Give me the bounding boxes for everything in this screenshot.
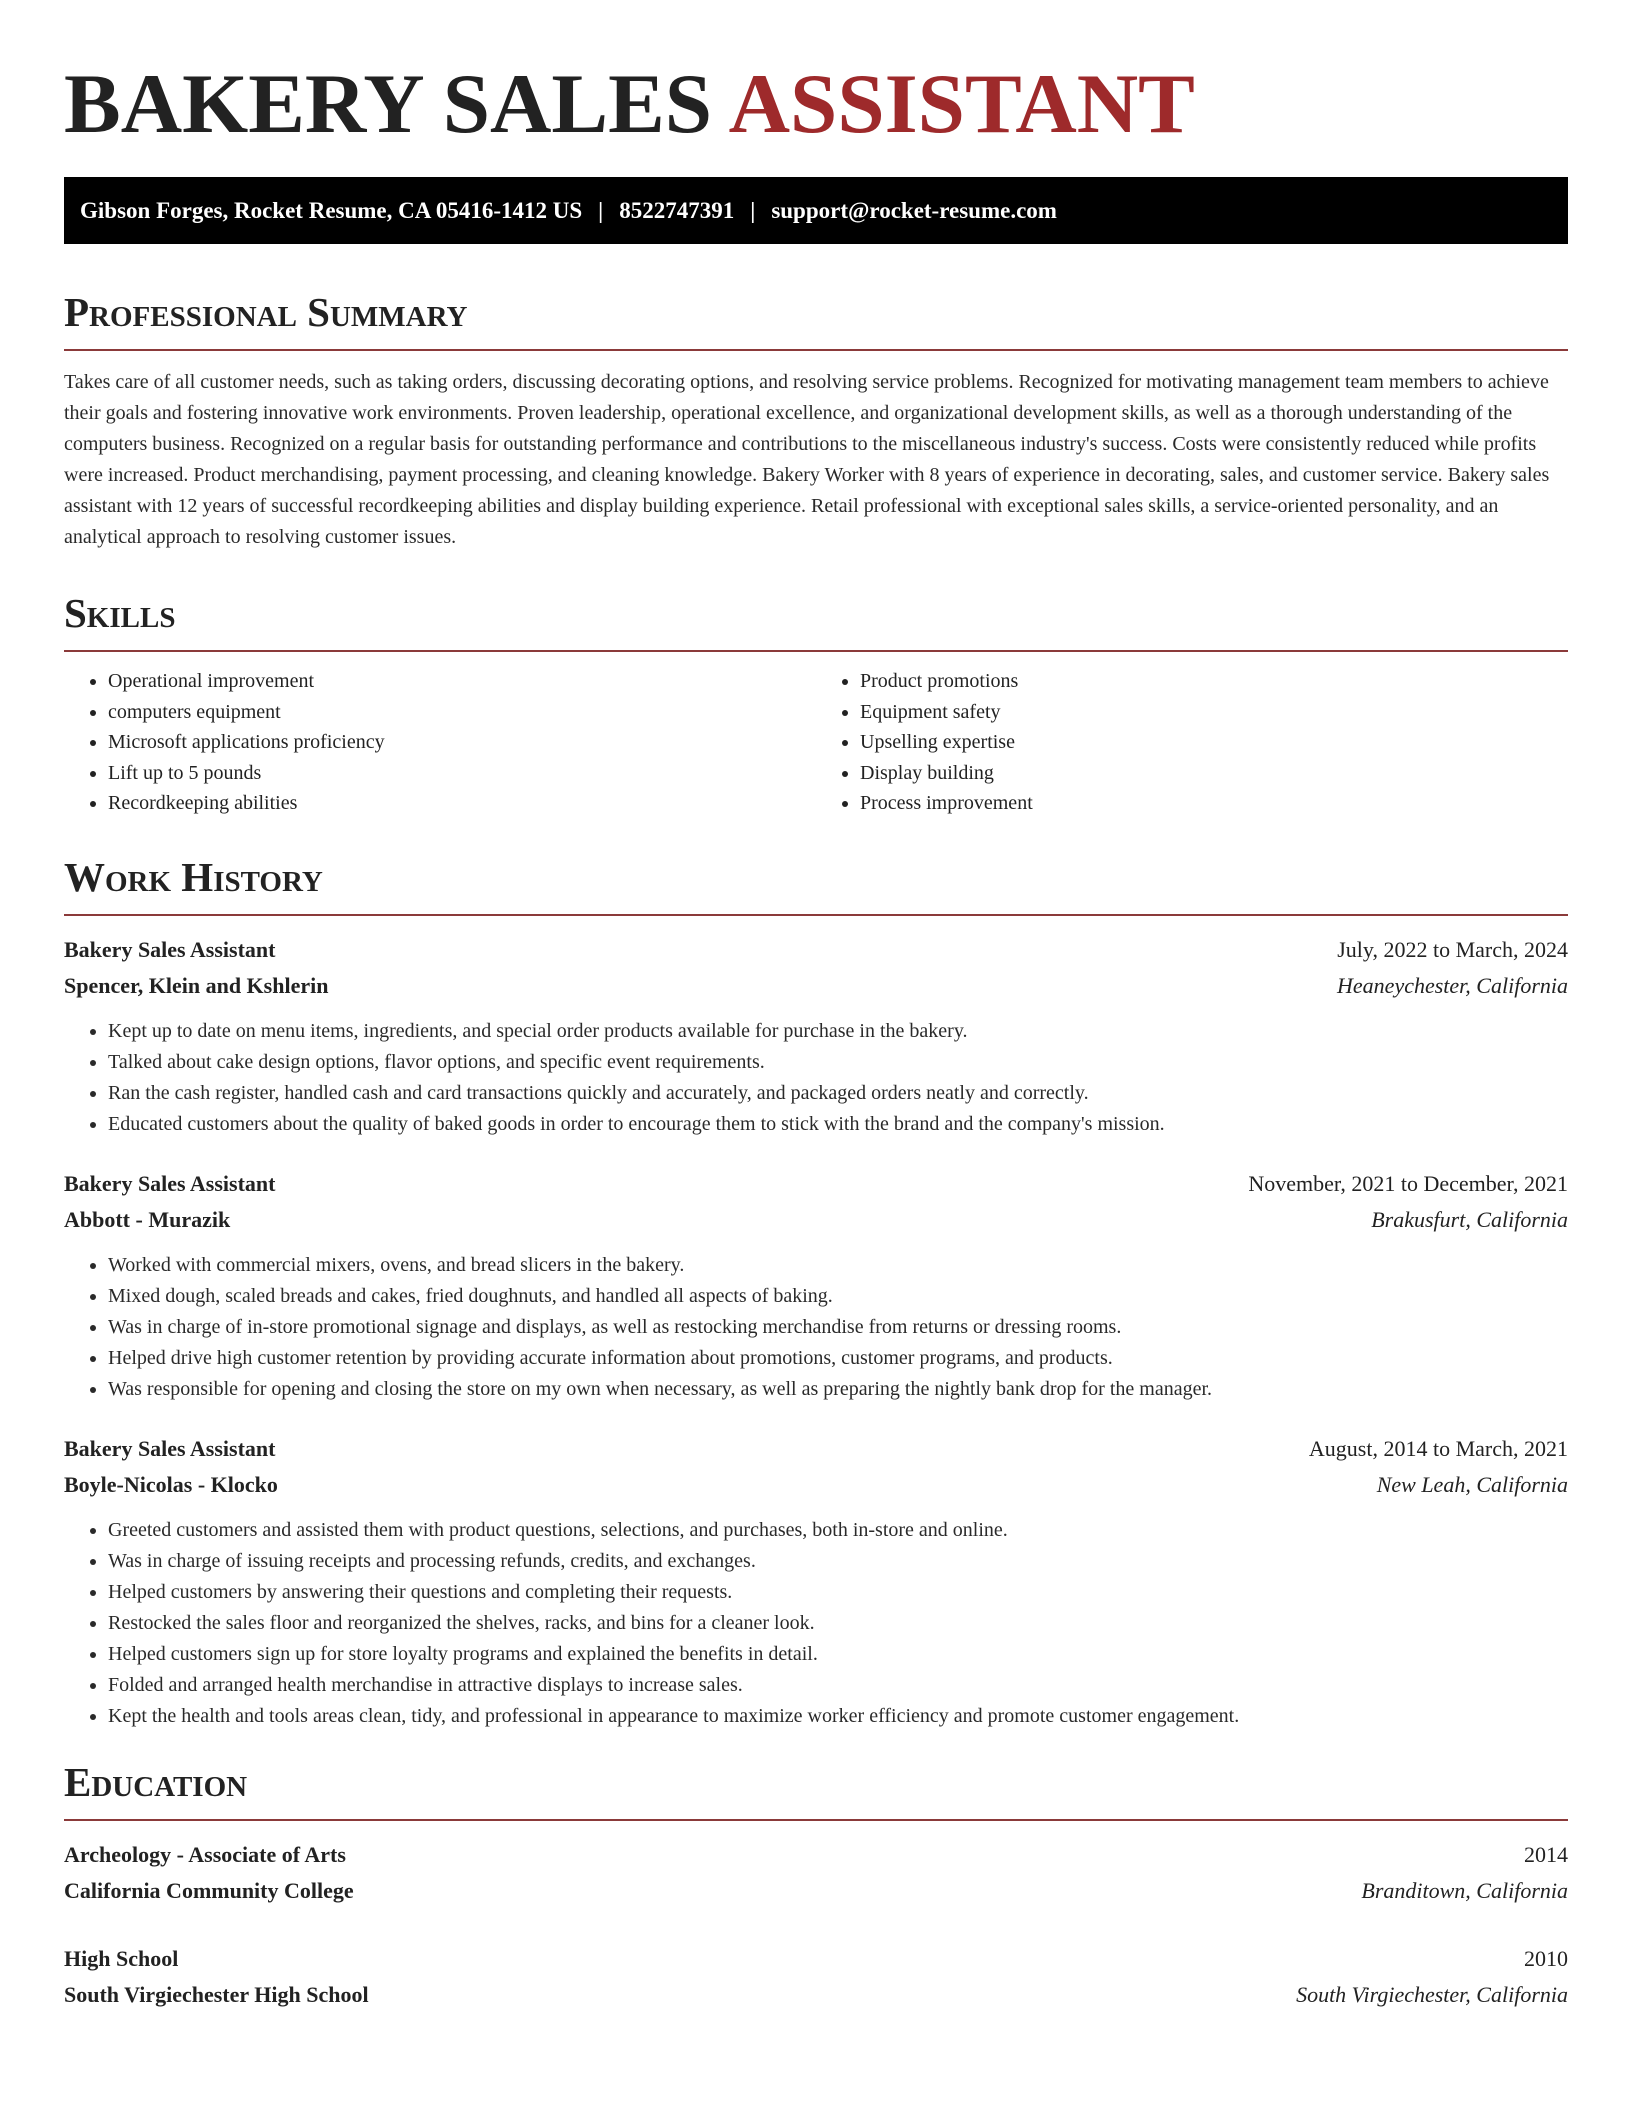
job-bullet: • Talked about cake design options, flavor options, and specific event requirements. [108, 1047, 1568, 1078]
education-school: California Community College [64, 1877, 354, 1903]
education-section [64, 1758, 1568, 2013]
skills-heading: Skills [64, 590, 176, 636]
job-subheader [64, 1202, 1568, 1238]
job-company: Abbott - Murazik [64, 1206, 231, 1232]
education-entry [64, 1837, 1568, 1909]
title-accent: ASSISTANT [728, 57, 1195, 151]
education-year: 2010 [1524, 1945, 1568, 1971]
job-dates: November, 2021 to December, 2021 [1248, 1170, 1568, 1196]
section-divider [64, 1819, 1568, 1821]
contact-address: Gibson Forges, Rocket Resume, CA 05416-1412 US [80, 197, 583, 223]
job-header [64, 1431, 1568, 1467]
job-bullet: • Was responsible for opening and closing the store on my own when necessary, as well as preparing the nightly bank drop for the manager. [108, 1374, 1568, 1405]
job-subheader [64, 968, 1568, 1004]
job-dates: August, 2014 to March, 2021 [1308, 1435, 1568, 1461]
skills-section [64, 590, 1568, 819]
job-bullet: • Greeted customers and assisted them with product questions, selections, and purchases, both in-store and online. [108, 1515, 1568, 1546]
work-heading: Work History [64, 853, 323, 900]
education-heading: Education [64, 1758, 248, 1805]
education-degree: Archeology - Associate of Arts [64, 1841, 346, 1867]
education-location: Branditown, California [1361, 1877, 1568, 1903]
education-subheader [64, 1873, 1568, 1909]
job-title: Bakery Sales Assistant [64, 1170, 276, 1196]
job-bullet: • Educated customers about the quality of baked goods in order to encourage them to stick with the brand and the company's mission. [108, 1109, 1568, 1140]
job-bullet: • Was in charge of issuing receipts and processing refunds, credits, and exchanges. [108, 1546, 1568, 1577]
skills-columns [64, 666, 1568, 819]
job-bullet: • Ran the cash register, handled cash and card transactions quickly and accurately, and packaged orders neatly and correctly. [108, 1078, 1568, 1109]
education-subheader [64, 1977, 1568, 2013]
skill-item: • Process improvement [860, 788, 1568, 819]
job-bullet: • Worked with commercial mixers, ovens, and bread slicers in the bakery. [108, 1250, 1568, 1281]
skill-item: • Recordkeeping abilities [108, 788, 816, 819]
skill-item: • Product promotions [860, 666, 1568, 697]
summary-heading: Professional Summary [64, 289, 468, 335]
summary-text: Takes care of all customer needs, such as taking orders, discussing decorating options, and resolving service problems. Recognized for motivating management team members to achieve their goals and fostering innovative work environments. Proven leadership, operational excellence, and organizational development skills, as well as a thorough understanding of the computers business. Recognized on a regular basis for outstanding performance and contributions to the miscellaneous industry's success. Costs were consistently reduced while profits were increased. Product merchandising, payment processing, and cleaning knowledge. Bakery Worker with 8 years of experience in decorating, sales, and customer service. Bakery sales assistant with 12 years of successful recordkeeping abilities and display building experience. Retail professional with exceptional sales skills, a service-oriented personality, and an analytical approach to resolving customer issues. [64, 371, 1550, 548]
job-entry [64, 932, 1568, 1140]
job-bullets [64, 1515, 1568, 1732]
contact-phone: 8522747391 [619, 197, 735, 223]
contact-email: support@rocket-resume.com [771, 197, 1057, 223]
job-title: Bakery Sales Assistant [64, 936, 276, 962]
job-location: New Leah, California [1376, 1471, 1568, 1497]
job-entry [64, 1166, 1568, 1405]
work-section [64, 853, 1568, 1732]
job-header [64, 1166, 1568, 1202]
contact-bar [64, 177, 1568, 244]
section-divider [64, 650, 1568, 652]
job-bullet: • Folded and arranged health merchandise in attractive displays to increase sales. [108, 1670, 1568, 1701]
job-dates: July, 2022 to March, 2024 [1337, 936, 1568, 962]
skills-list-left [64, 666, 816, 819]
job-bullet: • Helped customers sign up for store loyalty programs and explained the benefits in detail. [108, 1639, 1568, 1670]
education-header [64, 1941, 1568, 1977]
job-bullet: • Helped drive high customer retention by providing accurate information about promotions, customer programs, and products. [108, 1343, 1568, 1374]
education-year: 2014 [1524, 1841, 1568, 1867]
job-entry [64, 1431, 1568, 1732]
skill-item: • Operational improvement [108, 666, 816, 697]
contact-separator: | [598, 197, 604, 223]
job-bullet: • Helped customers by answering their questions and completing their requests. [108, 1577, 1568, 1608]
job-subheader [64, 1467, 1568, 1503]
job-bullet: • Mixed dough, scaled breads and cakes, fried doughnuts, and handled all aspects of baking. [108, 1281, 1568, 1312]
contact-separator: | [750, 197, 756, 223]
job-header [64, 932, 1568, 968]
title-main: BAKERY SALES [64, 57, 713, 151]
education-location: South Virgiechester, California [1296, 1981, 1568, 2007]
job-location: Heaneychester, California [1337, 972, 1568, 998]
job-location: Brakusfurt, California [1371, 1206, 1568, 1232]
skills-list-right [816, 666, 1568, 819]
resume-title [64, 57, 1568, 151]
skill-item: • Lift up to 5 pounds [108, 758, 816, 789]
job-bullet: • Was in charge of in-store promotional signage and displays, as well as restocking merchandise from returns or dressing rooms. [108, 1312, 1568, 1343]
section-divider [64, 349, 1568, 351]
skill-item: • Upselling expertise [860, 727, 1568, 758]
job-bullets [64, 1250, 1568, 1405]
job-bullet: • Kept up to date on menu items, ingredients, and special order products available for purchase in the bakery. [108, 1016, 1568, 1047]
job-title: Bakery Sales Assistant [64, 1435, 276, 1461]
job-bullets [64, 1016, 1568, 1140]
job-bullet: • Kept the health and tools areas clean, tidy, and professional in appearance to maximize worker efficiency and promote customer engagement. [108, 1701, 1568, 1732]
summary-section [64, 289, 1568, 553]
skill-item: • computers equipment [108, 697, 816, 728]
education-header [64, 1837, 1568, 1873]
education-entry [64, 1941, 1568, 2013]
section-divider [64, 914, 1568, 916]
skill-item: • Equipment safety [860, 697, 1568, 728]
job-company: Spencer, Klein and Kshlerin [64, 972, 329, 998]
job-bullet: • Restocked the sales floor and reorganized the shelves, racks, and bins for a cleaner look. [108, 1608, 1568, 1639]
skill-item: • Display building [860, 758, 1568, 789]
education-school: South Virgiechester High School [64, 1981, 369, 2007]
education-degree: High School [64, 1945, 179, 1971]
job-company: Boyle-Nicolas - Klocko [64, 1471, 278, 1497]
skill-item: • Microsoft applications proficiency [108, 727, 816, 758]
